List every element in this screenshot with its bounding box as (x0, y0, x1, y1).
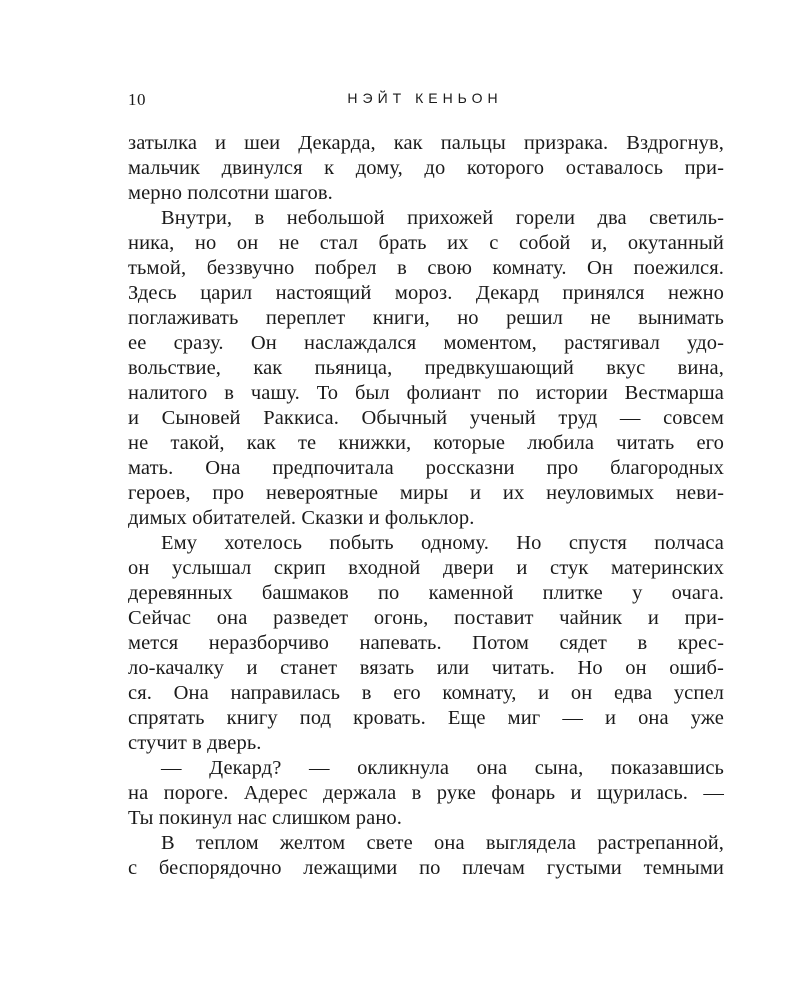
text-line: вольствие, как пьяница, предвкушающий вкус вина, (128, 357, 724, 379)
text-line: димых обитателей. Сказки и фольклор. (128, 507, 475, 529)
text-line: с беспорядочно лежащими по плечам густыми темными (128, 857, 724, 879)
text-line: спрятать книгу под кровать. Еще миг — и она уже (128, 707, 724, 729)
paragraph (128, 206, 724, 531)
text-line: не такой, как те книжки, которые любила читать его (128, 432, 724, 454)
text-line: на пороге. Адерес держала в руке фонарь и щурилась. — (128, 782, 724, 804)
text-line: деревянных башмаков по каменной плитке у очага. (128, 582, 724, 604)
paragraph (128, 756, 724, 831)
text-line: Сейчас она разведет огонь, поставит чайник и при- (128, 607, 724, 629)
text-line: ее сразу. Он наслаждался моментом, растягивал удо- (128, 332, 724, 354)
paragraph (128, 531, 724, 756)
text-line: тьмой, беззвучно побрел в свою комнату. Он поежился. (128, 257, 724, 279)
text-line: ника, но он не стал брать их с собой и, окутанный (128, 232, 724, 254)
text-line: мется неразборчиво напевать. Потом сядет в крес- (128, 632, 724, 654)
text-line: мать. Она предпочитала россказни про благородных (128, 457, 724, 479)
text-line: В теплом желтом свете она выглядела растрепанной, (161, 832, 724, 854)
text-line: Ты покинул нас слишком рано. (128, 807, 402, 829)
text-line: поглаживать переплет книги, но решил не вынимать (128, 307, 724, 329)
page-number: 10 (128, 90, 146, 109)
text-line: ло-качалку и станет вязать или читать. Но он ошиб- (128, 657, 724, 679)
paragraph (128, 131, 724, 206)
text-line: стучит в дверь. (128, 732, 262, 754)
text-line: героев, про невероятные миры и их неуловимых неви- (128, 482, 724, 504)
text-line: и Сыновей Раккиса. Обычный ученый труд — совсем (128, 407, 724, 429)
text-line: — Декард? — окликнула она сына, показавшись (161, 757, 724, 779)
paragraph (128, 831, 724, 881)
text-line: он услышал скрип входной двери и стук материнских (128, 557, 724, 579)
page-header (128, 90, 722, 114)
running-head-author: НЭЙТ КЕНЬОН (347, 90, 503, 106)
text-line: мерно полсотни шагов. (128, 182, 333, 204)
text-line: Здесь царил настоящий мороз. Декард принялся нежно (128, 282, 724, 304)
text-line: ся. Она направилась в его комнату, и он едва успел (128, 682, 724, 704)
text-line: налитого в чашу. То был фолиант по истории Вестмарша (128, 382, 724, 404)
text-line: Внутри, в небольшой прихожей горели два светиль- (161, 207, 724, 229)
text-line: мальчик двинулся к дому, до которого оставалось при- (128, 157, 724, 179)
body-text (128, 131, 724, 881)
text-line: затылка и шеи Декарда, как пальцы призрака. Вздрогнув, (128, 132, 724, 154)
text-line: Ему хотелось побыть одному. Но спустя полчаса (161, 532, 724, 554)
